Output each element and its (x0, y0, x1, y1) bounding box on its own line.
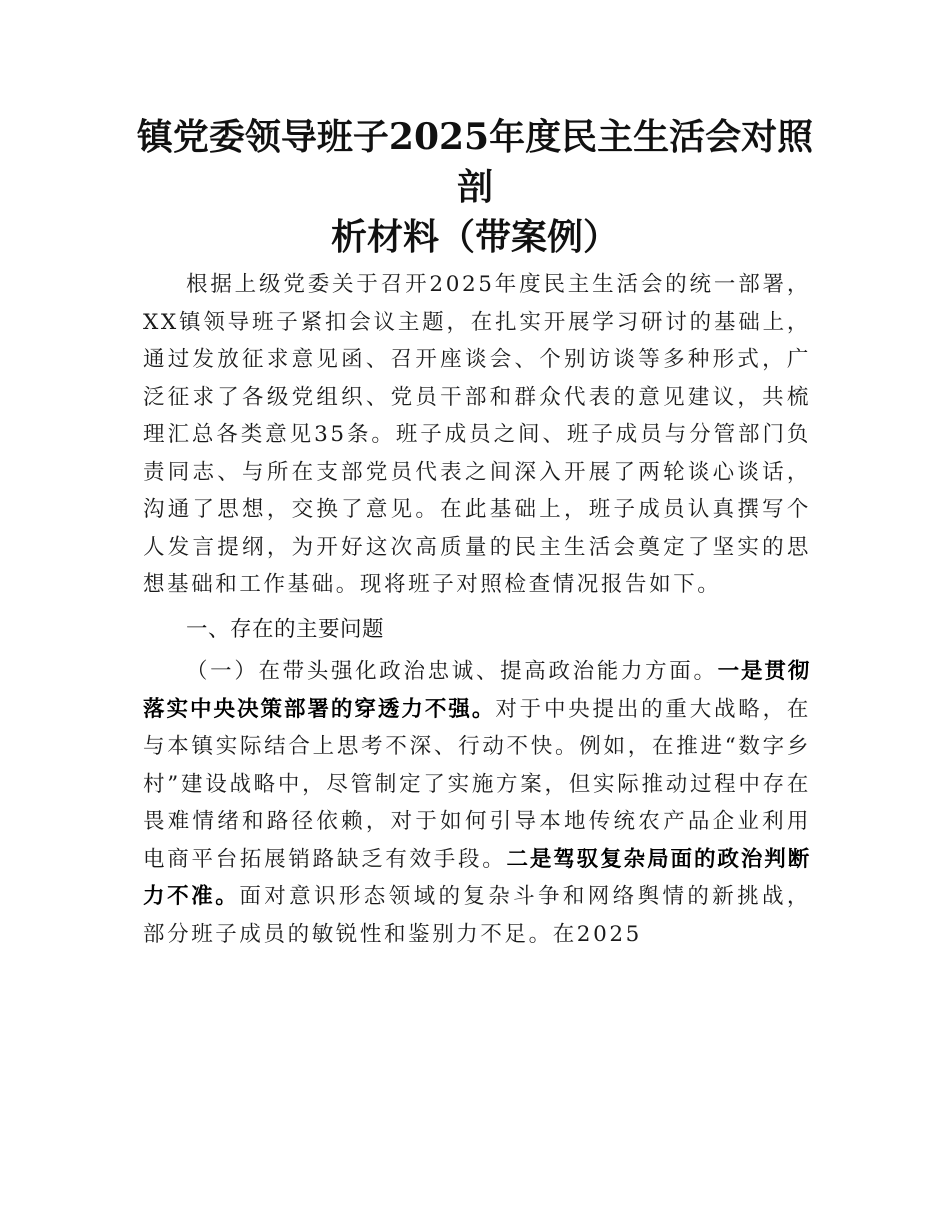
section-heading: 一、存在的主要问题 (186, 616, 385, 642)
point-2-heading: 二是驾驭复杂局面的政治判断力不准。 (143, 846, 811, 909)
point-1-heading: 一是贯彻落实中央决策部署的穿透力不强。 (143, 659, 812, 722)
section-paragraph (143, 653, 811, 953)
title-line-2: 析材料（带案例） (330, 216, 619, 258)
document-body (143, 266, 811, 953)
subsection-lead: （一）在带头强化政治忠诚、提高政治能力方面。 (186, 659, 718, 684)
intro-paragraph: 根据上级党委关于召开2025年度民主生活会的统一部署，XX镇领导班子紧扣会议主题，在扎实开展学习研讨的基础上，通过发放征求意见函、召开座谈会、个别访谈等多种形式，广泛征求了各级党组织、党员干部和群众代表的意见建议，共梳理汇总各类意见35条。班子成员之间、班子成员与分管部门负责同志、与所在支部党员代表之间深入开展了两轮谈心谈话，沟通了思想，交换了意见。在此基础上，班子成员认真撰写个人发言提纲，为开好这次高质量的民主生活会奠定了坚实的思想基础和工作基础。现将班子对照检查情况报告如下。 (143, 272, 811, 597)
point-2-text: 面对意识形态领域的复杂斗争和网络舆情的新挑战，部分班子成员的敏锐性和鉴别力不足。在2025 (143, 884, 811, 947)
title-line-1: 镇党委领导班子2025年度民主生活会对照剖 (136, 116, 814, 208)
document-title (130, 112, 820, 262)
point-1-text: 对于中央提出的重大战略，在与本镇实际结合上思考不深、行动不快。例如，在推进“数字乡村”建设战略中，尽管制定了实施方案，但实际推动过程中存在畏难情绪和路径依赖，对于如何引导本地传统农产品企业利用电商平台拓展销路缺乏有效手段。 (143, 696, 811, 872)
